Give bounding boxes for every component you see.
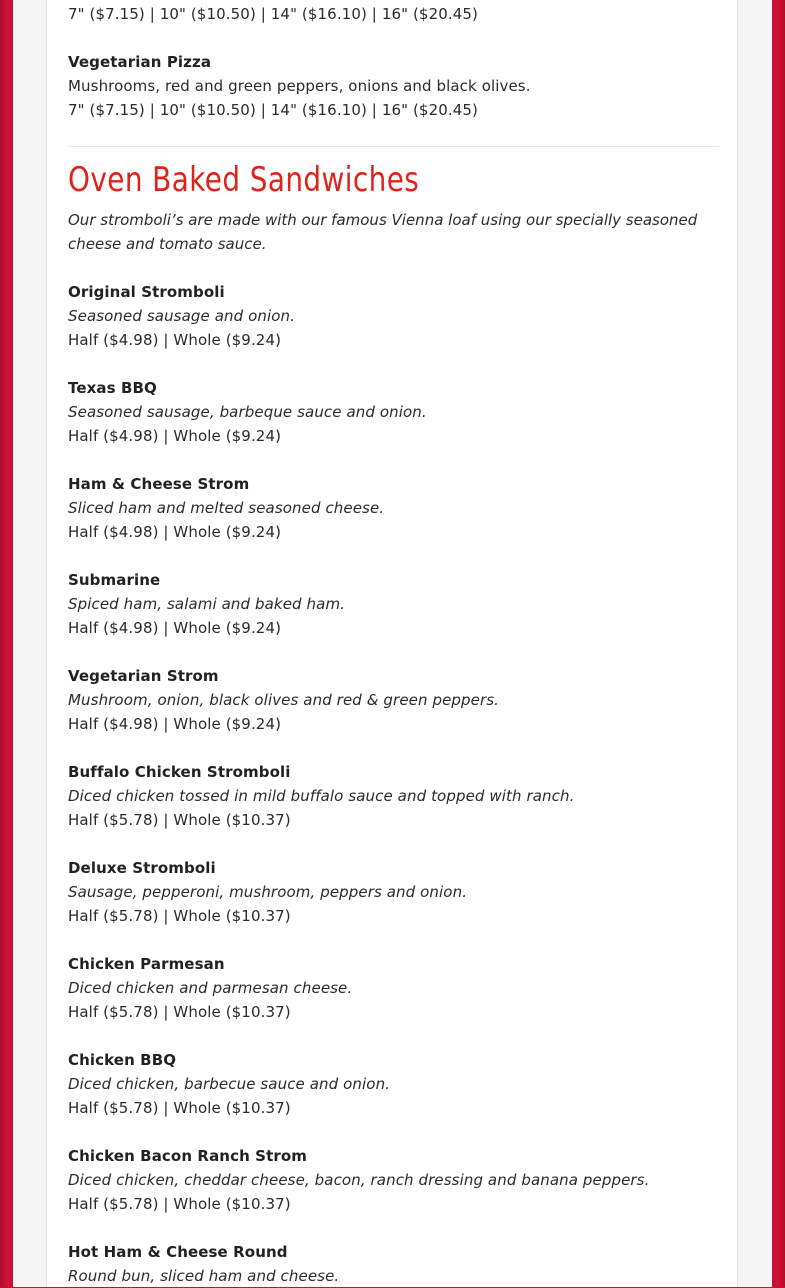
menu-item-description: Round bun, sliced ham and cheese. [68,1267,340,1285]
menu-content [46,0,738,1287]
menu-item-description: Diced chicken, cheddar cheese, bacon, ranch dressing and banana peppers. [68,1171,650,1189]
menu-item-price: Half ($5.78) | Whole ($10.37) [68,811,291,829]
section-divider [68,146,719,147]
menu-item-price: Half ($4.98) | Whole ($9.24) [68,715,282,733]
menu-item-price: Half ($4.98) | Whole ($9.24) [68,427,282,445]
menu-item-name: Submarine [68,571,161,589]
menu-item-name: Texas BBQ [68,379,157,397]
menu-item-price: Half ($4.98) | Whole ($9.24) [68,331,282,349]
menu-item-description: Sliced ham and melted seasoned cheese. [68,499,385,517]
right-border-stripe [772,0,785,1287]
left-border-stripe [0,0,13,1287]
section-title: Oven Baked Sandwiches [68,160,420,200]
menu-item-price: Half ($5.78) | Whole ($10.37) [68,1003,291,1021]
section-intro: Our stromboli’s are made with our famous Vienna loaf using our specially seasoned cheese and tomato sauce. [68,211,698,253]
menu-item-name: Chicken Bacon Ranch Strom [68,1147,307,1165]
menu-item-price: Half ($5.78) | Whole ($10.37) [68,907,291,925]
menu-item-description: Seasoned sausage and onion. [68,307,295,325]
menu-item-description: Seasoned sausage, barbeque sauce and onion. [68,403,427,421]
previous-item-price: 7" ($7.15) | 10" ($10.50) | 14" ($16.10) | 16" ($20.45) [68,5,478,23]
menu-item-description: Diced chicken, barbecue sauce and onion. [68,1075,391,1093]
menu-item-description: Sausage, pepperoni, mushroom, peppers and onion. [68,883,468,901]
menu-item-description: Diced chicken and parmesan cheese. [68,979,353,997]
menu-item-name: Vegetarian Strom [68,667,219,685]
menu-item-name: Chicken BBQ [68,1051,177,1069]
menu-item-price: Half ($5.78) | Whole ($10.37) [68,1099,291,1117]
menu-item-description: Mushroom, onion, black olives and red & green peppers. [68,691,500,709]
menu-item-name: Original Stromboli [68,283,225,301]
menu-item-description: Spiced ham, salami and baked ham. [68,595,346,613]
pizza-item-name: Vegetarian Pizza [68,53,212,71]
pizza-item-description: Mushrooms, red and green peppers, onions and black olives. [68,77,531,95]
pizza-item-price: 7" ($7.15) | 10" ($10.50) | 14" ($16.10) | 16" ($20.45) [68,101,478,119]
menu-item-description: Diced chicken tossed in mild buffalo sauce and topped with ranch. [68,787,575,805]
menu-item-price: Half ($4.98) | Whole ($9.24) [68,619,282,637]
menu-item-price: Half ($4.98) | Whole ($9.24) [68,523,282,541]
menu-item-name: Chicken Parmesan [68,955,225,973]
menu-item-name: Buffalo Chicken Stromboli [68,763,291,781]
menu-item-name: Hot Ham & Cheese Round [68,1243,288,1261]
menu-item-name: Deluxe Stromboli [68,859,216,877]
menu-item-price: Half ($5.78) | Whole ($10.37) [68,1195,291,1213]
menu-item-name: Ham & Cheese Strom [68,475,250,493]
